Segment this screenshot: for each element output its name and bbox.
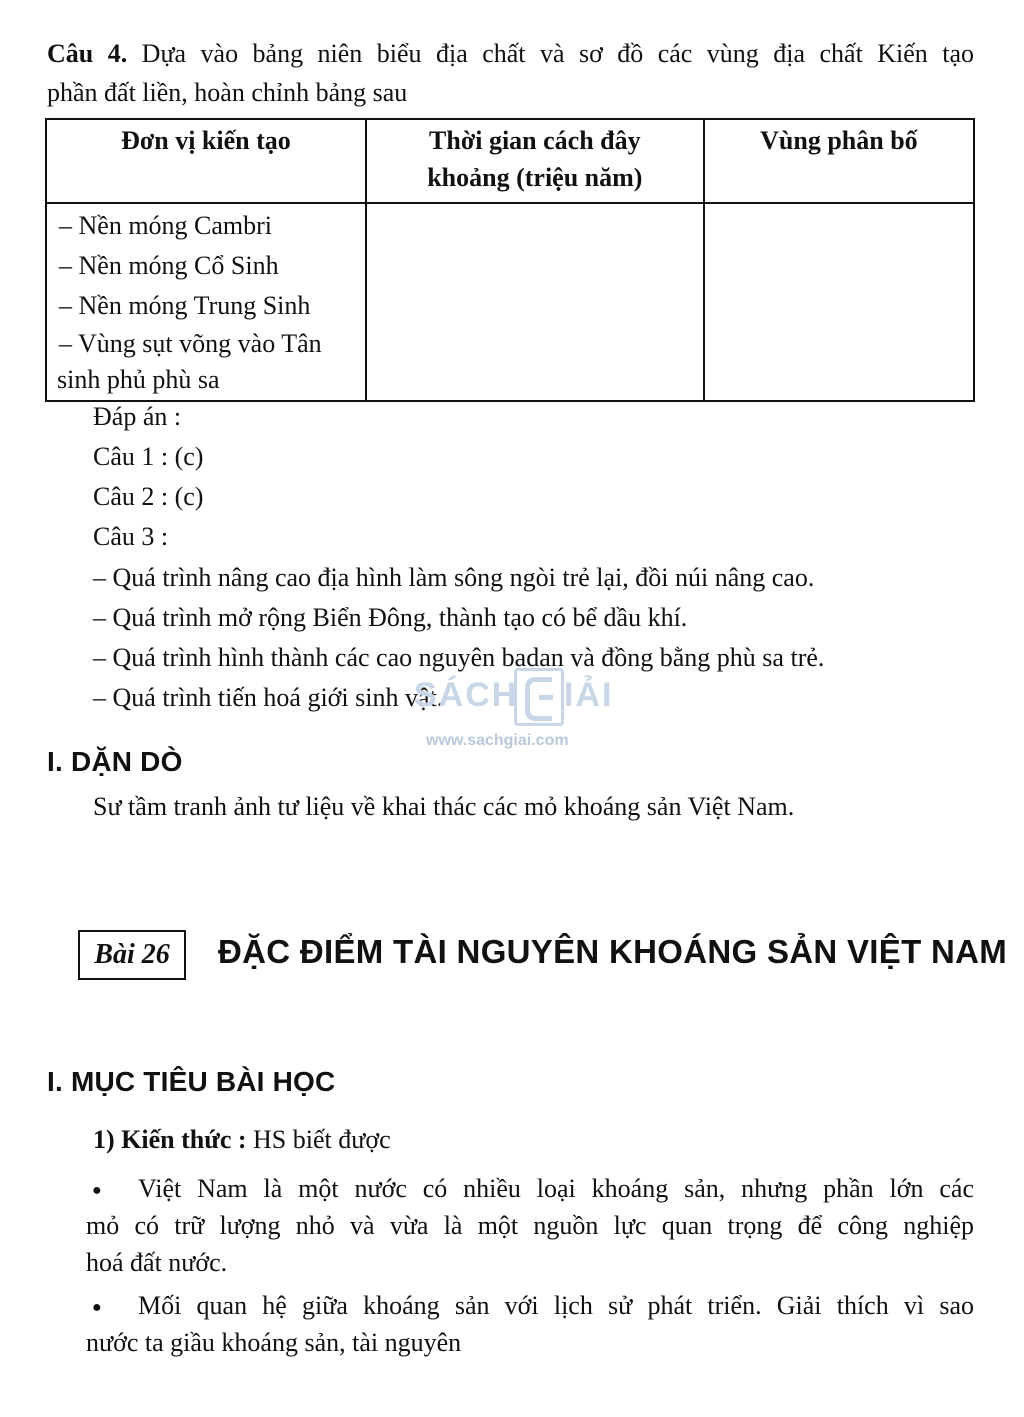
distribution-cell [704, 203, 974, 401]
answers-title: Đáp án : [93, 402, 182, 431]
watermark-right: IẢI [564, 676, 614, 714]
question-4-line-2: phần đất liền, hoàn chỉnh bảng sau [47, 78, 408, 107]
bullet-2-dot: ● [92, 1299, 102, 1317]
tectonic-unit-cell [46, 203, 366, 401]
homework-text: Sư tầm tranh ảnh tư liệu về khai thác các mỏ khoáng sản Việt Nam. [93, 792, 795, 821]
watermark-left: SÁCH [414, 676, 519, 714]
bullet-1-line-2: mỏ có trữ lượng nhỏ và vừa là một nguồn lực quan trọng để công nghiệp [86, 1211, 974, 1240]
header-time: Thời gian cách đây khoảng (triệu năm) [366, 119, 704, 203]
lesson-title: ĐẶC ĐIỂM TÀI NGUYÊN KHOÁNG SẢN VIỆT NAM [218, 933, 1008, 970]
lesson-number: Bài 26 [94, 939, 170, 970]
unit-tan-sinh: – Vùng sụt võng vào Tân [59, 329, 322, 358]
bullet-1-dot: ● [92, 1182, 102, 1200]
bullet-1-line-3: hoá đất nước. [86, 1248, 228, 1277]
knowledge-label: 1) Kiến thức : [93, 1125, 247, 1154]
header-distribution: Vùng phân bố [704, 119, 974, 203]
bullet-2-text: Mối quan hệ giữa khoáng sản với lịch sử phát triển. Giải thích vì sao [138, 1291, 974, 1320]
header-tectonic-unit: Đơn vị kiến tạo [46, 119, 366, 203]
unit-cambri: – Nền móng Cambri [59, 211, 273, 240]
table-row [46, 203, 974, 401]
question-4-text: Dựa vào bảng niên biểu địa chất và sơ đồ các vùng địa chất Kiến tạo [141, 39, 975, 68]
bullet-1-line-1 [86, 1171, 974, 1209]
answer-q2: Câu 2 : (c) [93, 482, 204, 511]
homework-heading: I. DẶN DÒ [47, 746, 183, 777]
answer-q3: Câu 3 : [93, 522, 169, 551]
question-4-line-1 [47, 36, 974, 72]
answer-q3-item-2: – Quá trình mở rộng Biển Đông, thành tạo có bể dầu khí. [93, 603, 688, 632]
watermark [410, 668, 620, 758]
bullet-2-line-1 [86, 1288, 974, 1326]
answer-q3-item-3: – Quá trình hình thành các cao nguyên badan và đồng bằng phù sa trẻ. [93, 643, 825, 672]
answer-q3-item-1: – Quá trình nâng cao địa hình làm sông ngòi trẻ lại, đồi núi nâng cao. [93, 563, 815, 592]
unit-tan-sinh-cont: sinh phủ phù sa [57, 365, 220, 394]
unit-co-sinh: – Nền móng Cổ Sinh [59, 251, 279, 280]
unit-trung-sinh: – Nền móng Trung Sinh [59, 291, 311, 320]
lesson-number-box [78, 930, 186, 980]
table-header-row [46, 119, 974, 203]
knowledge-line [93, 1122, 391, 1158]
tectonic-table [45, 118, 975, 402]
knowledge-text: HS biết được [253, 1125, 391, 1154]
watermark-url: www.sachgiai.com [426, 732, 569, 749]
answer-q3-item-4: – Quá trình tiến hoá giới sinh vật. [93, 683, 444, 712]
objectives-heading: I. MỤC TIÊU BÀI HỌC [47, 1066, 336, 1097]
answer-q1: Câu 1 : (c) [93, 442, 204, 471]
watermark-g-icon [514, 668, 564, 726]
time-cell [366, 203, 704, 401]
bullet-2-line-2: nước ta giầu khoáng sản, tài nguyên [86, 1328, 462, 1357]
bullet-1-text: Việt Nam là một nước có nhiều loại khoáng sản, nhưng phần lớn các [138, 1174, 974, 1203]
question-4-label: Câu 4. [47, 39, 128, 68]
